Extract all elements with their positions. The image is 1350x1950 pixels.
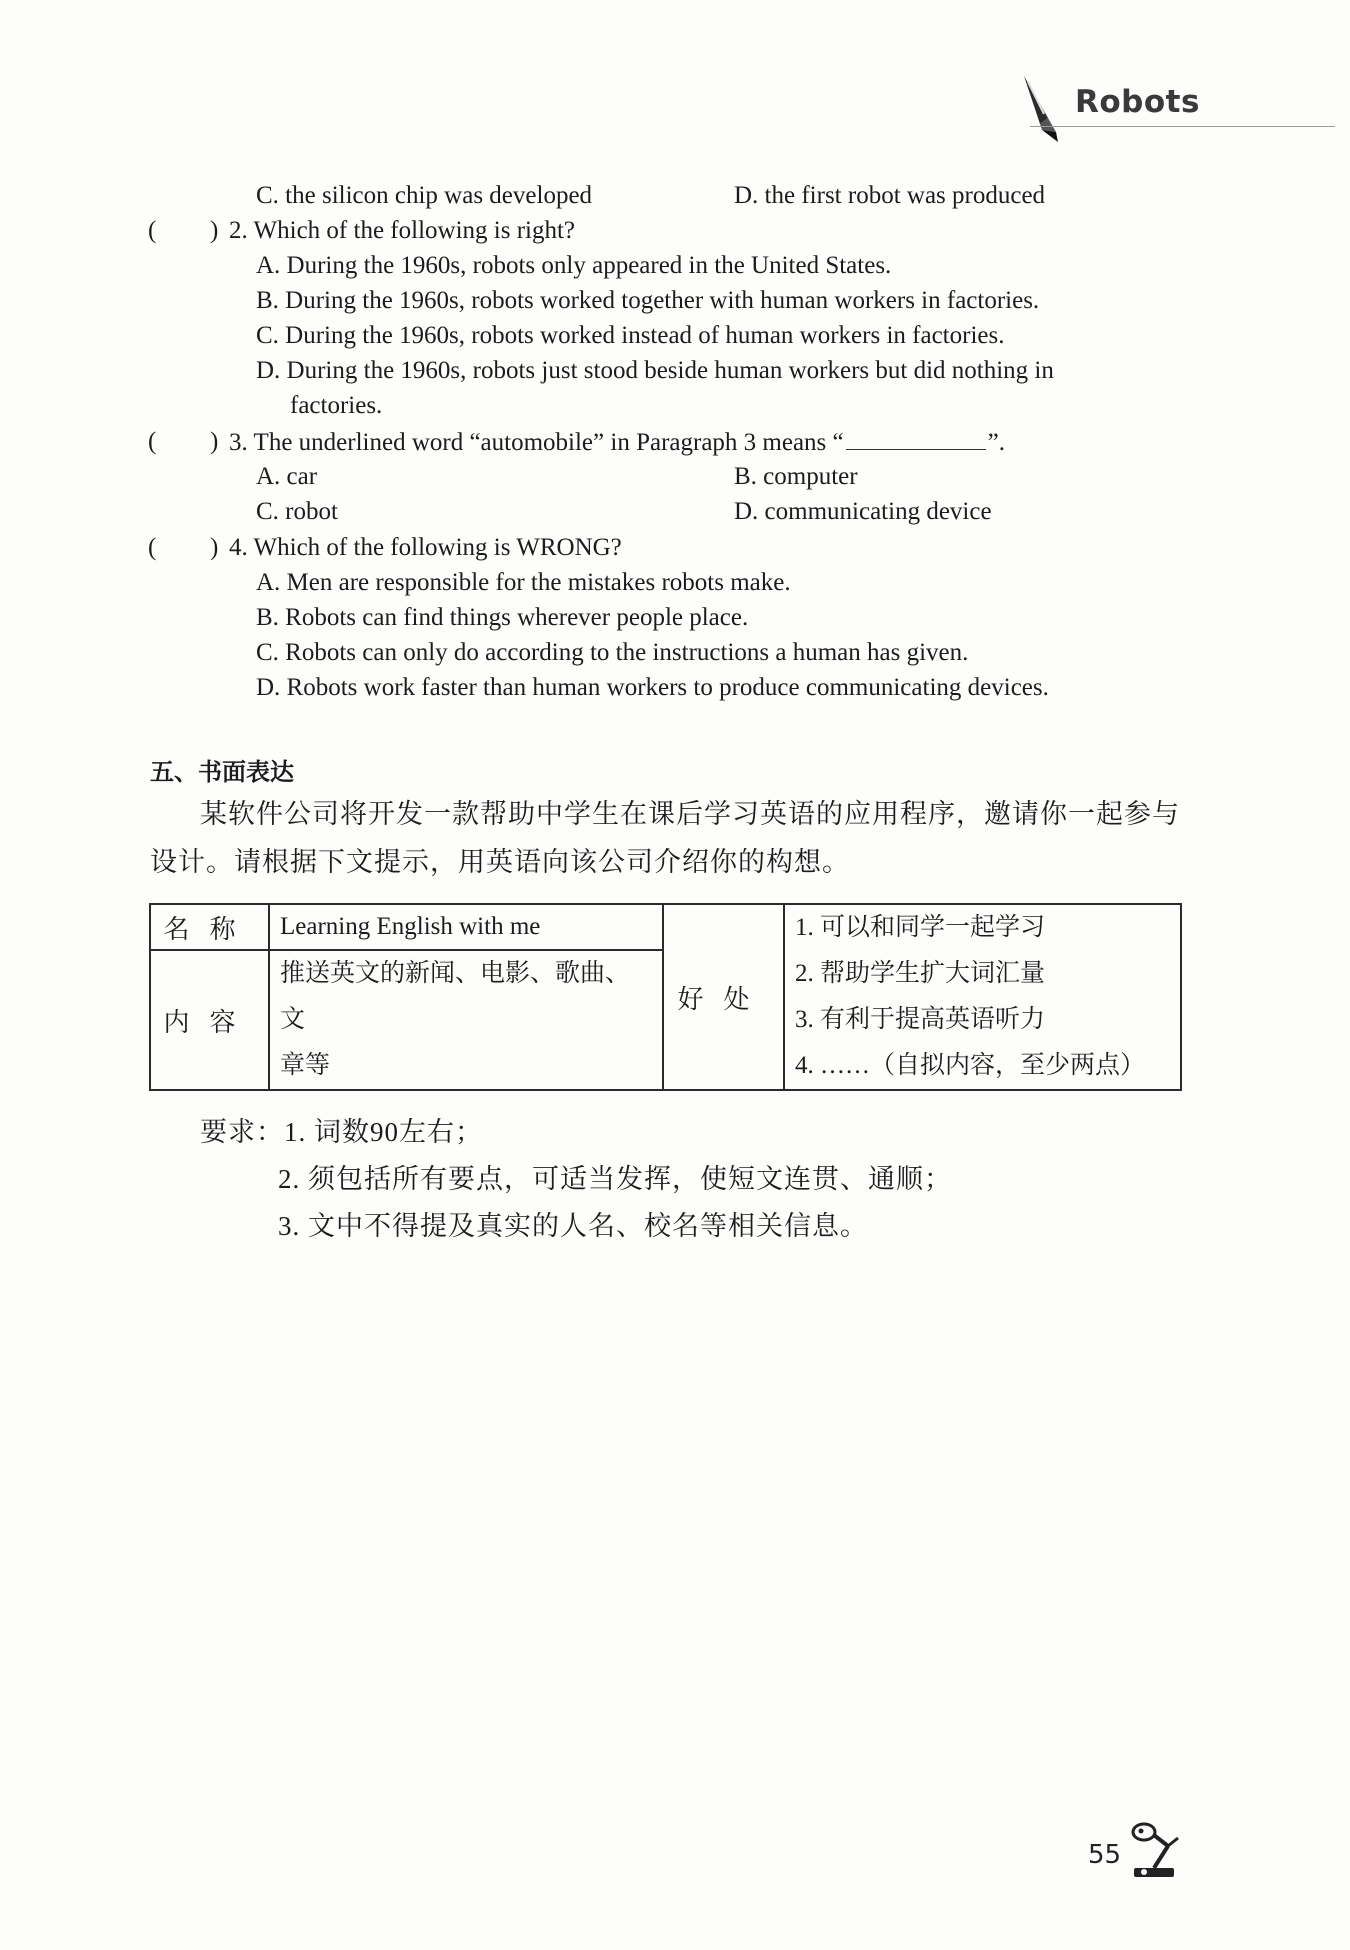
- content-value-line2: 章等: [280, 1052, 331, 1079]
- q2-option-c: C. During the 1960s, robots worked instead of human workers in factories.: [256, 322, 1005, 349]
- q2-option-a: A. During the 1960s, robots only appeared in the United States.: [256, 252, 892, 279]
- content-value: [269, 950, 663, 1090]
- q3-stem-before: 3. The underlined word “automobile” in Paragraph 3 means “: [229, 429, 844, 456]
- benefit-label: 好处: [663, 904, 784, 1090]
- benefit-item: 4. ……（自拟内容，至少两点）: [795, 1052, 1146, 1079]
- chapter-title: Robots: [1075, 84, 1200, 120]
- robot-lamp-icon: [1128, 1818, 1186, 1880]
- content-label: 内容: [150, 950, 269, 1090]
- section-intro-line1: 某软件公司将开发一款帮助中学生在课后学习英语的应用程序，邀请你一起参与: [200, 799, 1180, 829]
- q1-option-c: C. the silicon chip was developed: [256, 182, 593, 209]
- requirements-table: [149, 903, 1182, 1091]
- q4-answer-paren-close: ): [210, 534, 219, 561]
- name-value: Learning English with me: [269, 904, 663, 950]
- benefit-item: 1. 可以和同学一起学习: [795, 914, 1046, 941]
- q4-option-b: B. Robots can find things wherever people place.: [256, 604, 749, 631]
- benefit-item: 2. 帮助学生扩大词汇量: [795, 960, 1046, 987]
- q2-answer-paren-open: (: [148, 217, 157, 244]
- q2-stem: 2. Which of the following is right?: [229, 217, 576, 244]
- name-label: 名称: [150, 904, 269, 950]
- requirement-line1: 要求：1. 词数90左右；: [200, 1117, 483, 1147]
- q4-option-a: A. Men are responsible for the mistakes robots make.: [256, 569, 791, 596]
- q2-option-d: D. During the 1960s, robots just stood beside human workers but did nothing in: [256, 357, 1054, 384]
- q3-option-c: C. robot: [256, 498, 338, 525]
- section-intro-line2: 设计。请根据下文提示，用英语向该公司介绍你的构想。: [150, 847, 850, 877]
- section-title: 五、书面表达: [150, 758, 294, 786]
- q2-option-d-continuation: factories.: [290, 392, 383, 419]
- q3-option-b: B. computer: [734, 463, 858, 490]
- q3-stem: [229, 427, 1005, 458]
- header-divider: [1030, 126, 1335, 127]
- benefit-list: [784, 904, 1181, 1090]
- q3-answer-paren-open: (: [148, 428, 157, 455]
- q3-answer-paren-close: ): [210, 428, 219, 455]
- q3-option-d: D. communicating device: [734, 498, 992, 525]
- q4-stem: 4. Which of the following is WRONG?: [229, 534, 622, 561]
- requirement-line3: 3. 文中不得提及真实的人名、校名等相关信息。: [278, 1211, 868, 1241]
- q3-option-a: A. car: [256, 463, 318, 490]
- q3-blank: [846, 427, 986, 450]
- content-value-line1: 推送英文的新闻、电影、歌曲、文: [280, 960, 631, 1033]
- benefit-item: 3. 有利于提高英语听力: [795, 1006, 1046, 1033]
- q3-stem-after: ”.: [987, 429, 1005, 456]
- q4-option-c: C. Robots can only do according to the instructions a human has given.: [256, 639, 969, 666]
- q4-answer-paren-open: (: [148, 534, 157, 561]
- q4-option-d: D. Robots work faster than human workers to produce communicating devices.: [256, 674, 1049, 701]
- page-number: 55: [1088, 1840, 1122, 1870]
- requirement-line2: 2. 须包括所有要点，可适当发挥，使短文连贯、通顺；: [278, 1164, 952, 1194]
- pen-icon: [1018, 72, 1066, 144]
- q2-option-b: B. During the 1960s, robots worked together with human workers in factories.: [256, 287, 1040, 314]
- q1-option-d: D. the first robot was produced: [734, 182, 1046, 209]
- q2-answer-paren-close: ): [210, 217, 219, 244]
